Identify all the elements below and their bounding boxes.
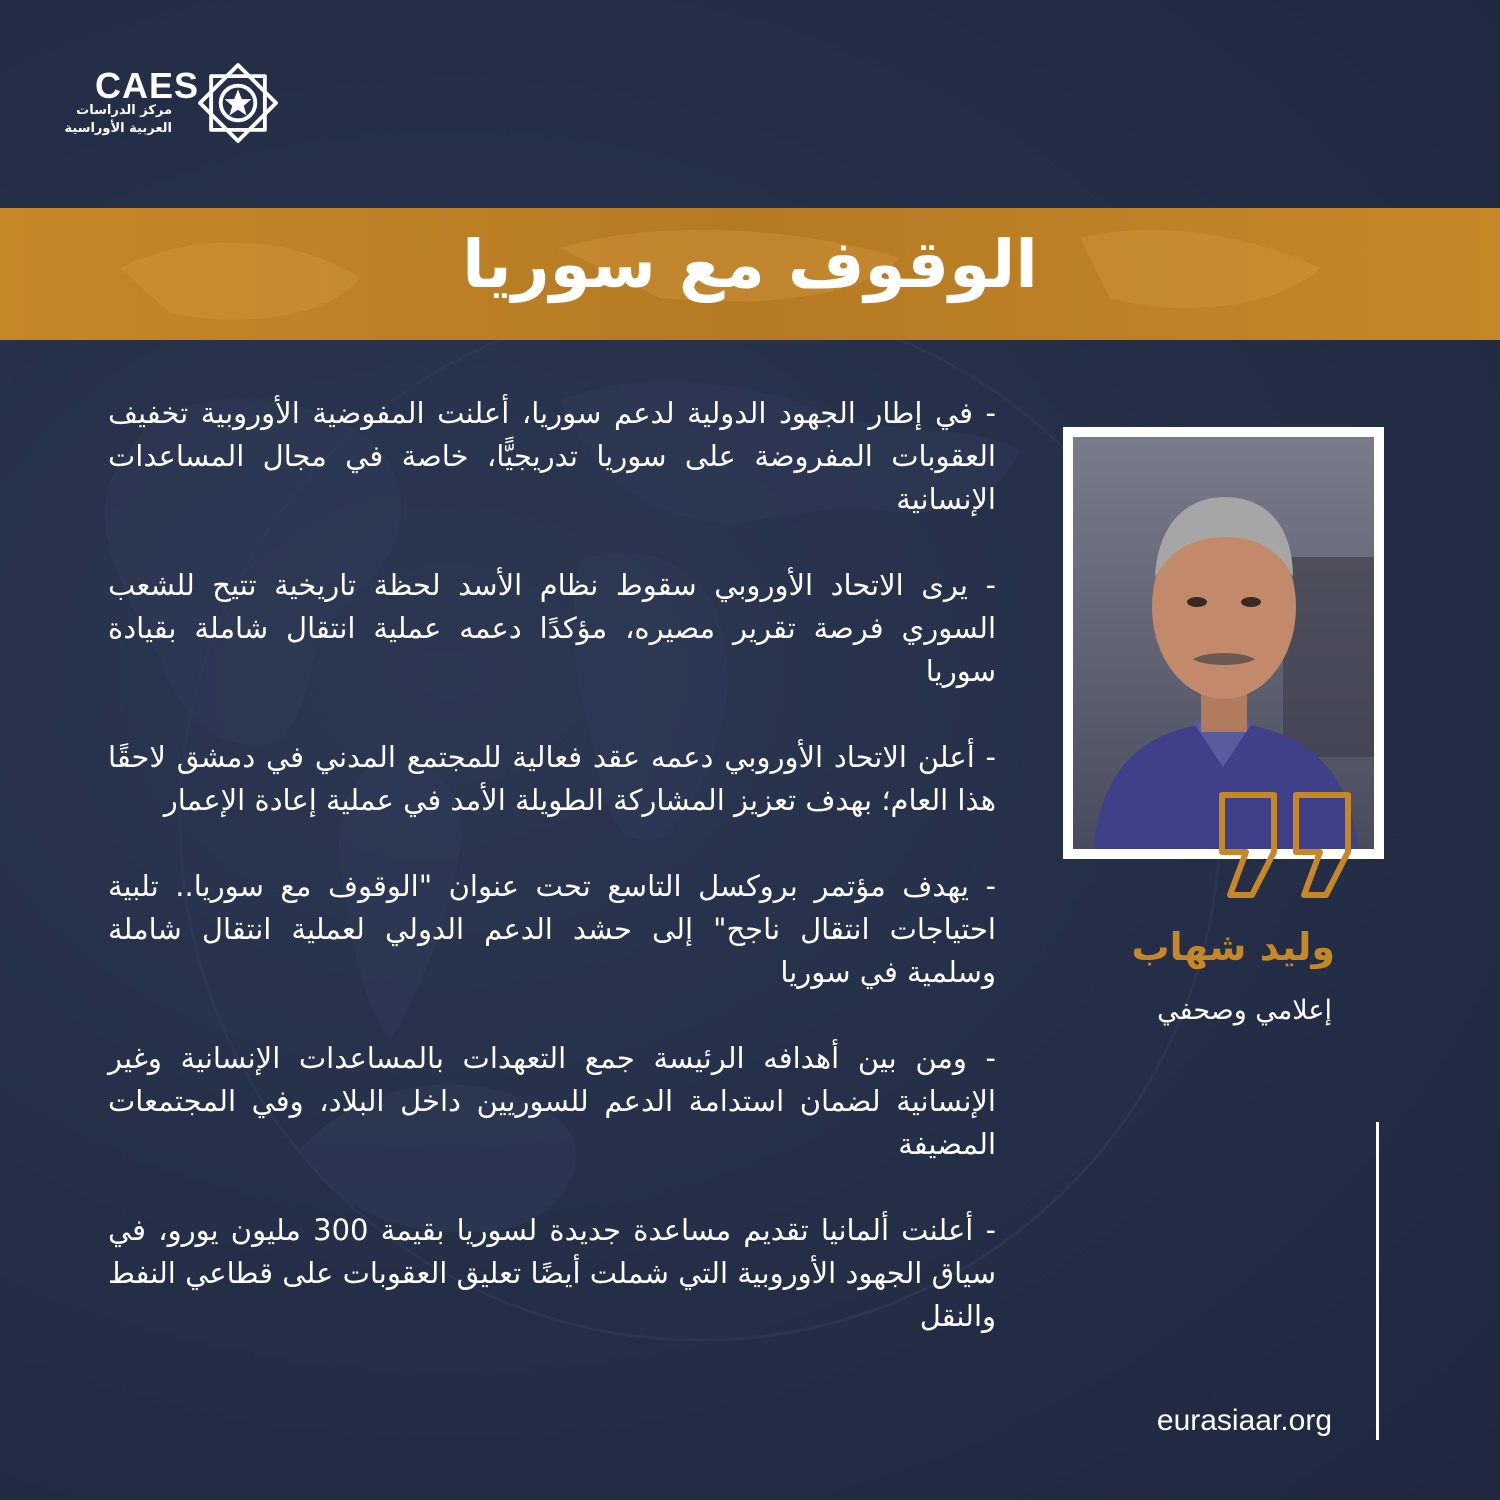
decorative-divider (1376, 1122, 1379, 1440)
paragraph-5: - ومن بين أهدافه الرئيسة جمع التعهدات بالمساعدات الإنسانية وغير الإنسانية لضمان استدامة الدعم للسوريين داخل البلاد، وفي المجتمعات المضيفة (108, 1041, 996, 1161)
author-photo (1073, 437, 1374, 849)
caes-logo (60, 55, 300, 155)
logo-name-line1: مركز الدراسات (76, 103, 172, 118)
star-emblem-icon (190, 55, 286, 151)
paragraph-6: - أعلنت ألمانيا تقديم مساعدة جديدة لسوريا بقيمة 300 مليون يورو، في سياق الجهود الأوروبية التي شملت أيضًا تعليق العقوبات على قطاعي النفط والنقل (108, 1213, 997, 1333)
author-name: وليد شهاب (1131, 925, 1335, 969)
page-title: الوقوف مع سوريا (462, 226, 1038, 303)
quotation-mark-icon (1212, 790, 1362, 900)
paragraph-4: - يهدف مؤتمر بروكسل التاسع تحت عنوان "الوقوف مع سوريا.. تلبية احتياجات انتقال ناجح" إلى حشد الدعم الدولي لعملية انتقال شاملة وسلمية في سوريا (108, 869, 996, 989)
logo-acronym: CAES (94, 65, 200, 106)
paragraph-2: - يرى الاتحاد الأوروبي سقوط نظام الأسد لحظة تاريخية تتيح للشعب السوري فرصة تقرير مصيره، مؤكدًا دعمه عملية انتقال شاملة بقيادة سوريا (108, 568, 996, 688)
paragraph-1: - في إطار الجهود الدولية لدعم سوريا، أعلنت المفوضية الأوروبية تخفيف العقوبات المفروضة على سوريا تدريجيًّا، خاصة في مجال المساعدات الإنسانية (108, 396, 996, 516)
article-body (108, 392, 996, 1381)
logo-name-line2: العربية الأوراسية (64, 121, 172, 136)
portrait-illustration (1073, 437, 1374, 849)
paragraph-3: - أعلن الاتحاد الأوروبي دعمه عقد فعالية للمجتمع المدني في دمشق لاحقًا هذا العام؛ بهدف تعزيز المشاركة الطويلة الأمد في عملية إعادة الإعمار (108, 740, 996, 817)
title-band (0, 208, 1500, 340)
website-link[interactable]: eurasiaar.org (1156, 1404, 1332, 1437)
author-role: إعلامي وصحفي (1157, 995, 1332, 1026)
